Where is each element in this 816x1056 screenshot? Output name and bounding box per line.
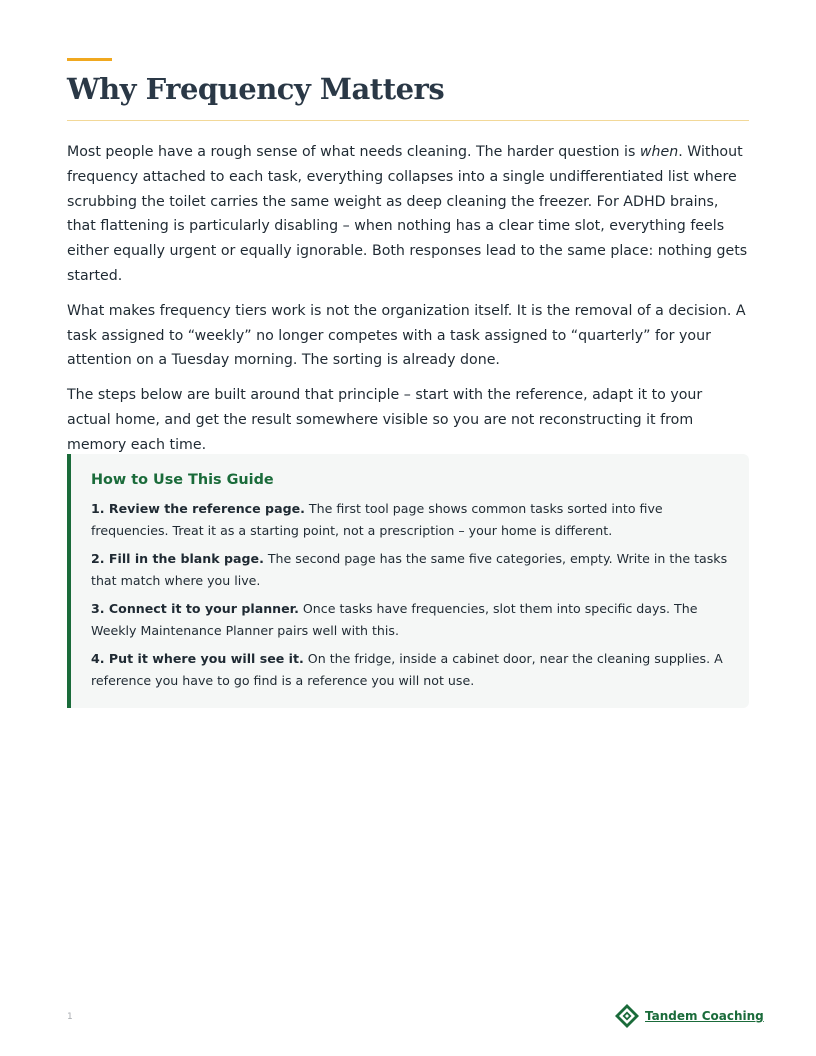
guide-step-2-lead: 2. Fill in the blank page. [91, 551, 264, 566]
title-divider [67, 120, 749, 121]
guide-step-3-text: Once tasks have frequencies, slot them into specific days. The Weekly Maintenance Planner pairs well with this. [91, 601, 698, 638]
intro-paragraph-3: The steps below are built around that principle – start with the reference, adapt it to your actual home, and get the result somewhere visible so you are not reconstructing it from memory each time. [67, 387, 703, 453]
title-accent-bar [67, 58, 112, 61]
guide-step-1-lead: 1. Review the reference page. [91, 501, 305, 516]
page-title: Why Frequency Matters [67, 72, 445, 106]
guide-step-1 [91, 498, 729, 542]
intro-paragraph-1-text-b: . Without frequency attached to each task, everything collapses into a single undifferentiated list where scrubbing the toilet carries the same weight as deep cleaning the freezer. For ADHD brains, that flattening is particularly disabling – when nothing has a clear time slot, everything feels either equally urgent or equally ignorable. Both responses lead to the same place: nothing gets started. [67, 144, 748, 284]
intro-paragraph-2: What makes frequency tiers work is not the organization itself. It is the removal of a decision. A task assigned to “weekly” no longer competes with a task assigned to “quarterly” for your attention on a Tuesday morning. The sorting is already done. [67, 302, 746, 369]
intro-section [67, 140, 749, 468]
diamond-logo-icon [614, 1003, 640, 1029]
guide-callout [67, 454, 749, 708]
guide-step-4-text: On the fridge, inside a cabinet door, near the cleaning supplies. A reference you have to go find is a reference you will not use. [91, 651, 723, 688]
guide-step-2 [91, 548, 729, 592]
guide-step-1-text: The first tool page shows common tasks sorted into five frequencies. Treat it as a starting point, not a prescription – your home is different. [91, 501, 663, 538]
logo-text: Tandem Coaching [645, 1009, 764, 1023]
page-number: 1 [67, 1012, 73, 1022]
footer-logo [614, 1003, 764, 1029]
guide-step-2-text: The second page has the same five categories, empty. Write in the tasks that match where you live. [91, 551, 728, 588]
guide-step-4 [91, 648, 729, 692]
guide-step-3 [91, 598, 729, 642]
intro-paragraph-1-emphasis: when [639, 144, 679, 160]
intro-paragraph-1-text-a: Most people have a rough sense of what needs cleaning. The harder question is [67, 144, 640, 160]
guide-step-3-lead: 3. Connect it to your planner. [91, 601, 299, 616]
guide-title: How to Use This Guide [91, 472, 274, 488]
guide-step-4-lead: 4. Put it where you will see it. [91, 651, 304, 666]
intro-paragraph-1 [67, 140, 749, 289]
